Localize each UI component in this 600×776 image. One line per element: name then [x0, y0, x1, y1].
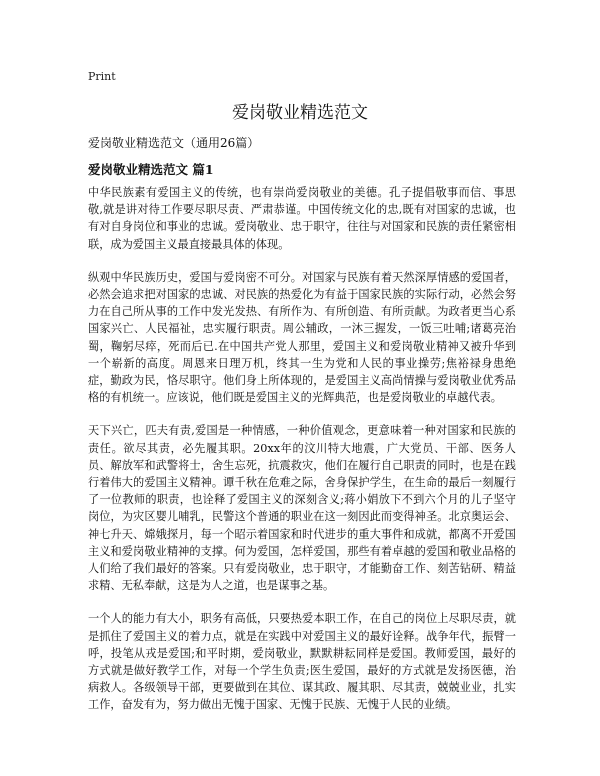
paragraph-3: 天下兴亡，匹夫有责,爱国是一种情感，一种价值观念，更意味着一种对国家和民族的责任。欲尽其责，必先履其职。20xx年的汶川特大地震，广大党员、干部、医务人员、解放军和武警将士，舍生忘死，抗震救灾，他们在履行自己职责的同时，也是在践行着伟大的爱国主义精神。谭千秋在危难之际，舍身保护学生，在生命的最后一刻履行了一位教师的职责，也诠释了爱国主义的深刻含义;蒋小娟放下不到六个月的儿子坚守岗位，为灾区婴儿哺乳，民警这个普通的职业在这一刻因此而变得神圣。北京奥运会、神七升天、嫦娥探月，每一个昭示着国家和时代进步的重大事件和成就，都离不开爱国主义和爱岗敬业精神的支撑。何为爱国，怎样爱国，那些有着卓越的爱国和敬业品格的人们给了我们最好的答案。只有爱岗敬业，忠于职守，才能勤奋工作、刻苦钻研、精益求精、无私奉献，这是为人之道，也是谋事之基。 [88, 424, 516, 593]
document-title: 爱岗敬业精选范文 [232, 103, 368, 123]
article-body [88, 184, 516, 730]
section-heading: 爱岗敬业精选范文 篇1 [88, 162, 214, 177]
document-subtitle: 爱岗敬业精选范文（通用26篇） [88, 136, 260, 150]
paragraph-4: 一个人的能力有大小，职务有高低，只要热爱本职工作，在自己的岗位上尽职尽责，就是抓住了爱国主义的着力点，就是在实践中对爱国主义的最好诠释。战争年代，振臂一呼，投笔从戎是爱国;和平时期，爱岗敬业，默默耕耘同样是爱国。教师爱国，最好的方式就是做好教学工作，对每一个学生负责;医生爱国，最好的方式就是发扬医德，治病救人。各级领导干部，更要做到在其位、谋其政、履其职、尽其责，兢兢业业，扎实工作，奋发有为，努力做出无愧于国家、无愧于民族、无愧于人民的业绩。 [88, 612, 516, 712]
paragraph-1: 中华民族素有爱国主义的传统，也有崇尚爱岗敬业的美德。孔子提倡敬事而信、事思敬,就是讲对待工作要尽职尽责、严肃恭谨。中国传统文化的忠,既有对国家的忠诚，也有对自身岗位和事业的忠诚。爱岗敬业、忠于职守，往往与对国家和民族的责任紧密相联，成为爱国主义最直接最具体的体现。 [88, 186, 516, 251]
print-link[interactable]: Print [88, 70, 116, 83]
paragraph-2: 纵观中华民族历史，爱国与爱岗密不可分。对国家与民族有着天然深厚情感的爱国者，必然会追求把对国家的忠诚、对民族的热爱化为有益于国家民族的实际行动，必然会努力在自己所从事的工作中发光发热、有所作为、有所创造、有所贡献。为政者更当心系国家兴亡、人民福祉，忠实履行职责。周公辅政，一沐三握发，一饭三吐哺;诸葛亮治蜀，鞠躬尽瘁，死而后已.在中国共产党人那里，爱国主义和爱岗敬业精神又被升华到一个崭新的高度。周恩来日理万机，终其一生为党和人民的事业操劳;焦裕禄身患绝症，勤政为民，恪尽职守。他们身上所体现的，是爱国主义高尚情操与爱岗敬业优秀品格的有机统一。应该说，他们既是爱国主义的光辉典范，也是爱岗敬业的卓越代表。 [88, 270, 516, 405]
